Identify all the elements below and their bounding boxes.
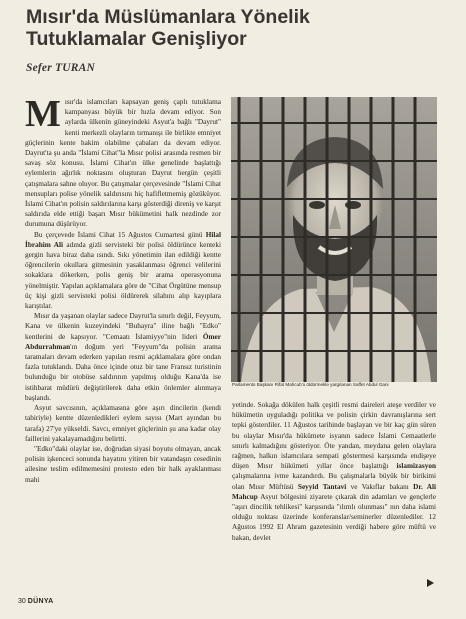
article-column-right bbox=[232, 400, 436, 588]
magazine-name: DÜNYA bbox=[27, 598, 54, 605]
article-column-left bbox=[25, 97, 221, 595]
prisoner-behind-bars-icon bbox=[231, 97, 437, 382]
paragraph-3-text-b: 'ın doğum yeri "Feyyum"da polisin arama taramaları devam ederken yapılan resmi açıklamalara göre ondan fazla tutuklandı. Daha önce içinde otuz bir tane Fransız turistinin bulunduğu bir otobüse saldırının yapılmış olduğu Kana'da ise istihbarat müdürü değiştirilerek daha etkin önlemler alınmaya başlandı. bbox=[25, 342, 221, 402]
photo-caption: Parlamento Başkanı Rifat Mahcub'u öldürmekle yargılanan Saffet Abdul Gani bbox=[232, 382, 389, 387]
paragraph-5-continued: yetinde. Sokağa dökülen halk çeşitli resmi daireleri ateşe verdiler ve hükümetin uyguladığı politika ve polisin çirkin davranışlarına sert tepki gösterdiler. 11 Ağustos tarihinde başlayan ve bir kaç gün süren bu olaylar Mısır'da hükümete isyanın sadece İslami Cemaatlerle sınırlı kalmadığını gösteriyor. Öte yandan, meydana gelen olaylara rağmen, halkın islamcılara sempati göstermesi karşısında endişeye düşen Mısır hükümeti yıllar önce başlattığı islamizasyon çalışmalarına ivme kazandırdı. Bu çalışmalarla büyük bir birikimi olan Mısır Müftüsü Seyyid Tantavi ve Vakıflar bakanı Dr. Ali Mahcup Asyut bölgesini ziyarete çıkarak din adamları ve gençlerle "aşırı dincilik tehlikesi" karşısında "ılımlı olunması" nın daha islami olduğu noktası üzerinde konferanslar/seminerler düzenlediler. 12 Ağustos 1992 El Ahram gazetesinin verdiği habere göre müftü ve bakan, devlet bbox=[232, 401, 436, 542]
article-title-line-1: Mısır'da Müslümanlara Yönelik bbox=[26, 6, 310, 28]
paragraph-1-text: ısır'da islamcıları kapsayan geniş çaplı tutuklama kampanyası büyük bir hızla devam ediyor. Son aylarda ülkenin güneyindeki Asyut'a bağlı "Dayrut" kenti merkezli olayların tırmanışı ile birlikte emniyet güçlerinin kente hakim olabilme çabaları da devam ediyor. Dayrut'ta şu anda "İslami Cihat"la Mısır polisi arasında resmen bir savaş söz konusu. İslami Cihat'ın ülke genelinde başlattığı eylemlerin ağırlık noktasını oluşturan Dayrut hergün çeşitli çatışmalara sahne oluyor. Bu çatışmalar çerçevesinde "İslami Cihat mensupları polise yönelik saldırısını hiç hafifletmemiş gözüküyor. İslami Cihat'ın polisin saldırılarına karşı gösterdiği direniş ve karşıt saldırıda elde ettiği başarı Mısır hükümetini halk nezdinde zor durumuna düşürüyor. bbox=[25, 98, 221, 229]
paragraph-2-name: Hilal İbrahim Ali bbox=[25, 230, 221, 249]
paragraph-3-text-a: Mısır da yaşanan olaylar sadece Dayrut'la sınırlı değil, Feyyum, Kana ve ülkenin kuzeyindeki "Buhayra" iline bağlı "Edko" kentlerini de kapsıyor. "Cemaatı İslamiyye"nin lideri bbox=[25, 312, 221, 341]
author-byline: Sefer TURAN bbox=[26, 62, 95, 74]
paragraph-5-lead: "Edko"daki olaylar ise, doğrudan siyasi boyutu olmayan, ancak polisin işkenceci sonunda hayatını yitiren bir vatandaşın cesedinin ailesine teslim edilmemesini protesto eden bir halk ayaklanması mahi bbox=[25, 444, 221, 484]
paragraph-3 bbox=[25, 311, 221, 403]
page-number: 30 bbox=[18, 598, 26, 605]
prisoner-photo bbox=[231, 97, 437, 382]
paragraph-5 bbox=[25, 444, 221, 485]
paragraph-2-text-a: Bu çerçevede İslami Cihat 15 Ağustos Cumartesi günü bbox=[34, 230, 206, 239]
article-title-line-2: Tutuklamalar Genişliyor bbox=[26, 28, 247, 50]
article-title bbox=[26, 6, 406, 50]
drop-cap: M bbox=[25, 97, 61, 135]
paragraph-2-text-b: adında gizli servisteki bir polisi öldürünce kenteki gergin hava biraz daha ısındı. Sıkı yönetimin ilan edildiği kentte öğrencilerin okullara gitmesinin yasaklanması öğrenci velilerini sokaklara dökerken, polis geniş bir arama operasyonuna yönelmiştir. Yapılan açıklamalara göre de "Cihat Örgütüne mensup üç kişi gizli servisteki polisi öldürerek silahını alıp kayıplara karıştılar. bbox=[25, 240, 221, 311]
paragraph-2 bbox=[25, 230, 221, 312]
page-footer bbox=[18, 598, 54, 605]
continue-arrow-icon bbox=[427, 579, 434, 587]
paragraph-4: Asyut savcısının, açıklamasına göre aşırı dincilerin (kendi tabiriyle) kentte düzenledikleri eylem sayısı (Mart ayından bu tarafa) 27'ye yükseldi. Savcı, emniyet güçlerinin şu ana kadar olay faillerini yakalayamadığını belirtti. bbox=[25, 404, 221, 443]
paragraph-3-name: Ömer Abdurrahman bbox=[25, 332, 221, 351]
paragraph-1 bbox=[25, 97, 221, 230]
